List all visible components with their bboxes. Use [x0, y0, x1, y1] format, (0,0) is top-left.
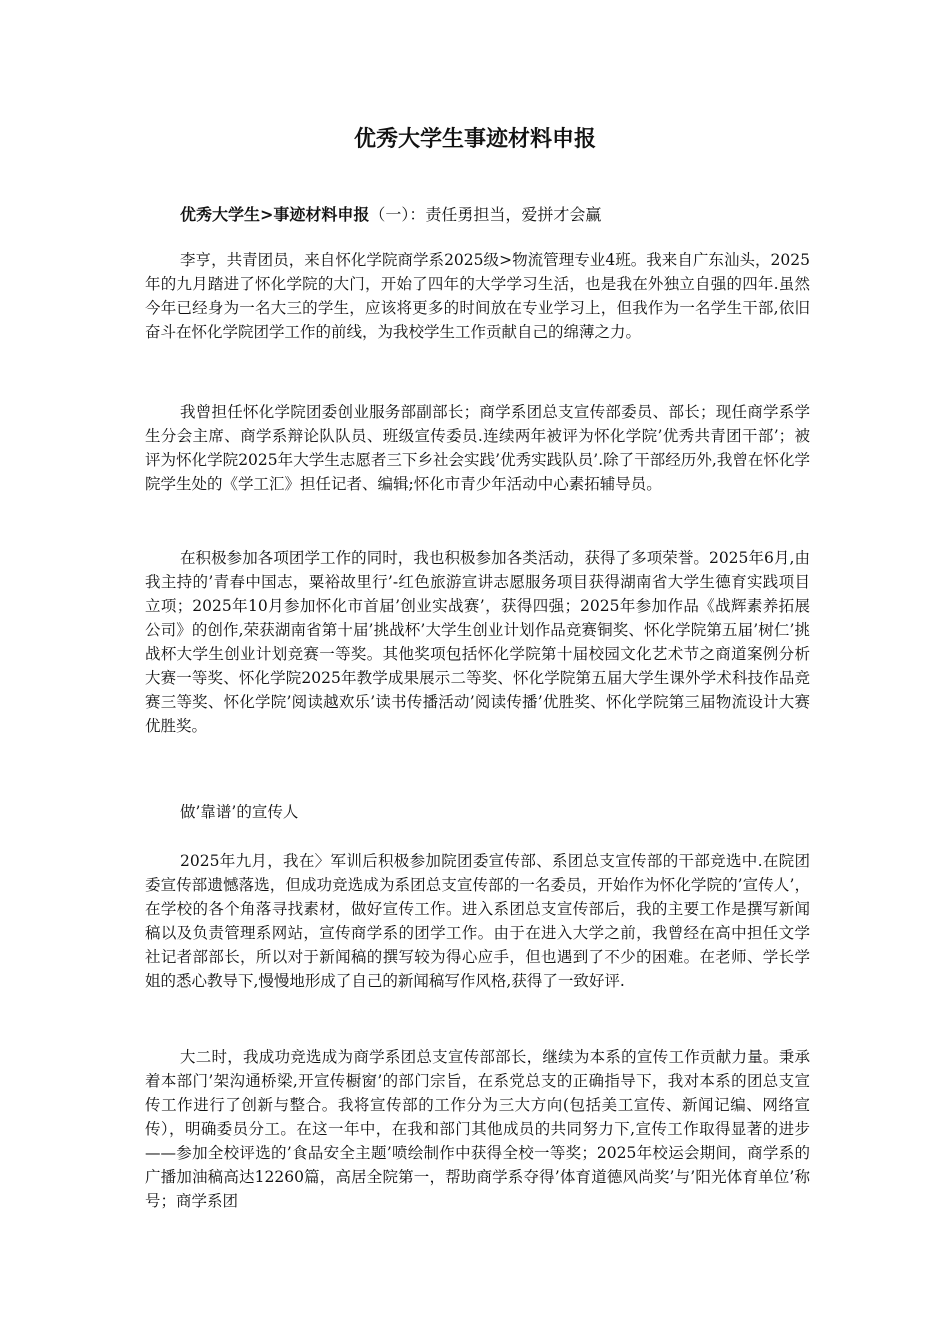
paragraph-awards: 在积极参加各项团学工作的同时，我也积极参加各类活动，获得了多项荣誉。2025年6月,由我主持的’青春中国志，粟裕故里行’-红色旅游宣讲志愿服务项目获得湖南省大学生德育实践项目立项；2025年10月参加怀化市首届’创业实战赛’，获得四强；2025年参加作品《战辉素养拓展公司》的创作,荣获湖南省第十届’挑战杯’大学生创业计划作品竞赛铜奖、怀化学院第五届’树仁’挑战杯大学生创业计划竞赛一等奖。其他奖项包括怀化学院第十届校园文化艺术节之商道案例分析大赛一等奖、怀化学院2025年教学成果展示二等奖、怀化学院第五届大学生课外学术科技作品竞赛三等奖、怀化学院’阅读越欢乐’读书传播活动’阅读传播’优胜奖、怀化学院第三届物流设计大赛优胜奖。 [145, 549, 810, 735]
paragraph-positions: 我曾担任怀化学院团委创业服务部副部长；商学系团总支宣传部委员、部长；现任商学系学生分会主席、商学系辩论队队员、班级宣传委员.连续两年被评为怀化学院’优秀共青团干部’；被评为怀化学院2025年大学生志愿者三下乡社会实践’优秀实践队员’.除了干部经历外,我曾在怀化学院学生处的《学工汇》担任记者、编辑;怀化市青少年活动中心素拓辅导员。 [145, 403, 810, 493]
section-heading [180, 202, 820, 225]
paragraph-subheading: 做’靠谱’的宣传人 [180, 803, 299, 821]
paragraph-sophomore: 大二时，我成功竞选成为商学系团总支宣传部部长，继续为本系的宣传工作贡献力量。秉承着本部门’架沟通桥梁,开宣传橱窗’的部门宗旨，在系党总支的正确指导下，我对本系的团总支宣传工作进行了创新与整合。我将宣传部的工作分为三大方向(包括美工宣传、新闻记编、网络宣传），明确委员分工。在这一年中，在我和部门其他成员的共同努力下,宣传工作取得显著的进步——参加全校评选的’食品安全主题’喷绘制作中获得全校一等奖；2025年校运会期间，商学系的广播加油稿高达12260篇，高居全院第一，帮助商学系夺得’体育道德风尚奖’与’阳光体育单位’称号；商学系团 [145, 1048, 810, 1210]
section-heading-bold: 优秀大学生>事迹材料申报 [180, 205, 370, 224]
paragraph-publicity-start: 2025年九月，我在〉军训后积极参加院团委宣传部、系团总支宣传部的干部竞选中.在院团委宣传部遗憾落选，但成功竞选成为系团总支宣传部的一名委员，开始作为怀化学院的’宣传人’，在学校的各个角落寻找素材，做好宣传工作。进入系团总支宣传部后，我的主要工作是撰写新闻稿以及负责管理系网站，宣传商学系的团学工作。由于在进入大学之前，我曾经在高中担任文学社记者部部长，所以对于新闻稿的撰写较为得心应手，但也遇到了不少的困难。在老师、学长学姐的悉心教导下,慢慢地形成了自己的新闻稿写作风格,获得了一致好评. [145, 852, 810, 990]
section-heading-rest: （一）：责任勇担当，爱拼才会赢 [369, 205, 602, 224]
paragraph-intro: 李亨，共青团员，来自怀化学院商学系2025级>物流管理专业4班。我来自广东汕头，2025年的九月踏进了怀化学院的大门，开始了四年的大学学习生活，也是我在外独立自强的四年.虽然今年已经身为一名大三的学生，应该将更多的时间放在专业学习上，但我作为一名学生干部,依旧奋斗在怀化学院团学工作的前线，为我校学生工作贡献自己的绵薄之力。 [145, 251, 810, 341]
document-title: 优秀大学生事迹材料申报 [353, 127, 596, 152]
